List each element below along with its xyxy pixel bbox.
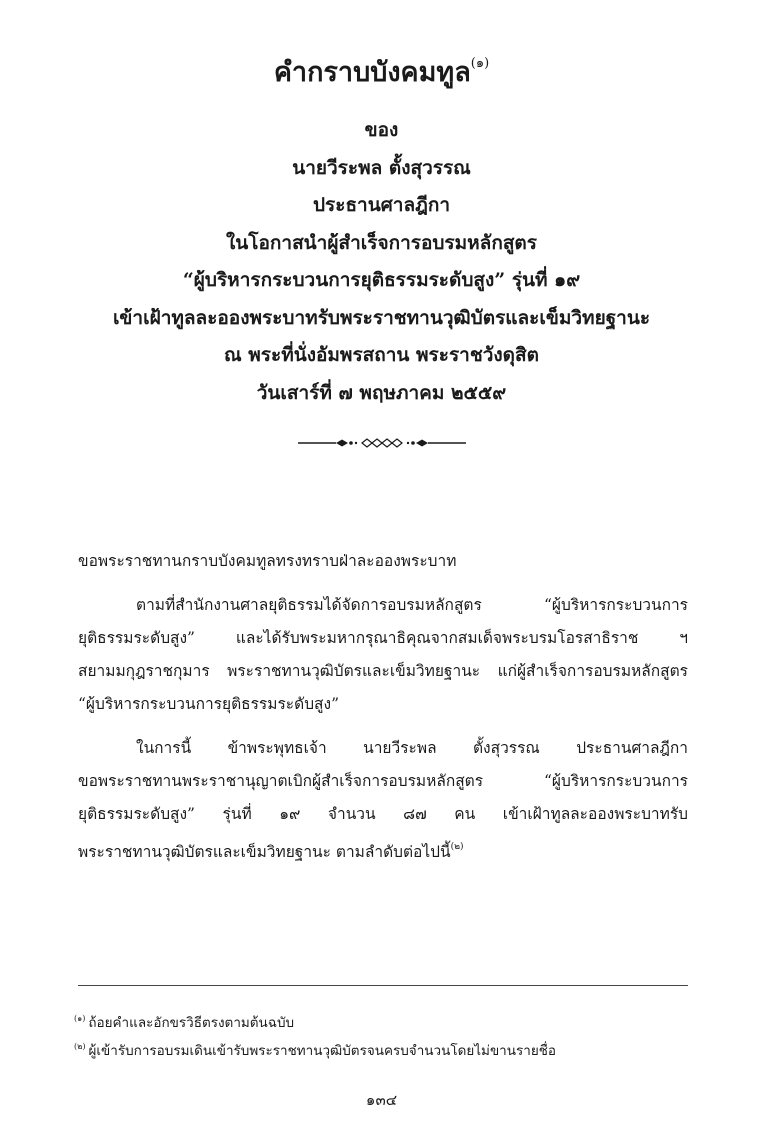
footnote-1-text: ถ้อยคำและอักขรวิธีตรงตามต้นฉบับ [88, 1015, 295, 1031]
ornamental-divider-icon [296, 435, 468, 451]
page-number: ๑๓๔ [365, 1091, 398, 1109]
heading-line-position: ประธานศาลฎีกา [312, 194, 451, 216]
paragraph-2-line: ขอพระราชทานพระราชานุญาตเบิกผู้สำเร็จการอบรมหลักสูตร “ผู้บริหารกระบวนการ [78, 772, 688, 790]
paragraph-2 [78, 732, 688, 869]
footnote-2-marker: (๒) [74, 1042, 86, 1051]
heading-block [0, 112, 763, 412]
paragraph-1-line: ยุติธรรมระดับสูง” และได้รับพระมหากรุณาธิคุณจากสมเด็จพระบรมโอรสาธิราช ฯ [78, 629, 688, 647]
paragraph-1 [78, 589, 688, 721]
heading-line-of: ของ [364, 119, 399, 141]
footnotes [74, 1005, 694, 1061]
heading-line-occasion: ในโอกาสนำผู้สำเร็จการอบรมหลักสูตร [226, 231, 537, 254]
heading-line-audience: เข้าเฝ้าทูลละอองพระบาทรับพระราชทานวุฒิบัตรและเข็มวิทยฐานะ [112, 306, 651, 329]
paragraph-2-line: ในการนี้ ข้าพระพุทธเจ้า นายวีระพล ตั้งสุวรรณ ประธานศาลฎีกา [136, 739, 688, 757]
footnote-1-marker: (๑) [74, 1014, 86, 1023]
paragraph-1-line: สยามมกุฎราชกุมาร พระราชทานวุฒิบัตรและเข็มวิทยฐานะ แก่ผู้สำเร็จการอบรมหลักสูตร [78, 662, 688, 680]
footnote-2-text: ผู้เข้ารับการอบรมเดินเข้ารับพระราชทานวุฒิบัตรจนครบจำนวนโดยไม่ขานรายชื่อ [88, 1043, 557, 1059]
paragraph-2-last-line [78, 831, 688, 869]
paragraph-1-line: “ผู้บริหารกระบวนการยุติธรรมระดับสูง” [78, 695, 339, 713]
paragraph-1-line: ตามที่สำนักงานศาลยุติธรรมได้จัดการอบรมหลักสูตร “ผู้บริหารกระบวนการ [136, 596, 688, 614]
salutation: ขอพระราชทานกราบบังคมทูลทรงทราบฝ่าละอองพระบาท [78, 552, 457, 570]
footnote-1 [74, 1005, 694, 1033]
heading-line-place: ณ พระที่นั่งอัมพรสถาน พระราชวังดุสิต [224, 344, 539, 366]
paragraph-2-line: ยุติธรรมระดับสูง” รุ่นที่ ๑๙ จำนวน ๘๗ คน เข้าเฝ้าทูลละอองพระบาทรับ [78, 805, 688, 823]
footnote-divider [78, 985, 688, 986]
page-title [0, 44, 763, 93]
paragraph-2-footnote-marker[interactable]: (๒) [450, 842, 464, 852]
title-footnote-marker[interactable]: (๑) [470, 56, 490, 71]
paragraph-2-line: พระราชทานวุฒิบัตรและเข็มวิทยฐานะ ตามลำดับต่อไปนี้ [78, 843, 451, 861]
heading-line-date: วันเสาร์ที่ ๗ พฤษภาคม ๒๕๕๙ [256, 381, 507, 404]
title-text: คำกราบบังคมทูล [273, 57, 471, 88]
heading-line-name: นายวีระพล ตั้งสุวรรณ [292, 156, 471, 179]
heading-line-course: “ผู้บริหารกระบวนการยุติธรรมระดับสูง” รุ่นที่ ๑๙ [182, 269, 581, 291]
footnote-2 [74, 1033, 694, 1061]
